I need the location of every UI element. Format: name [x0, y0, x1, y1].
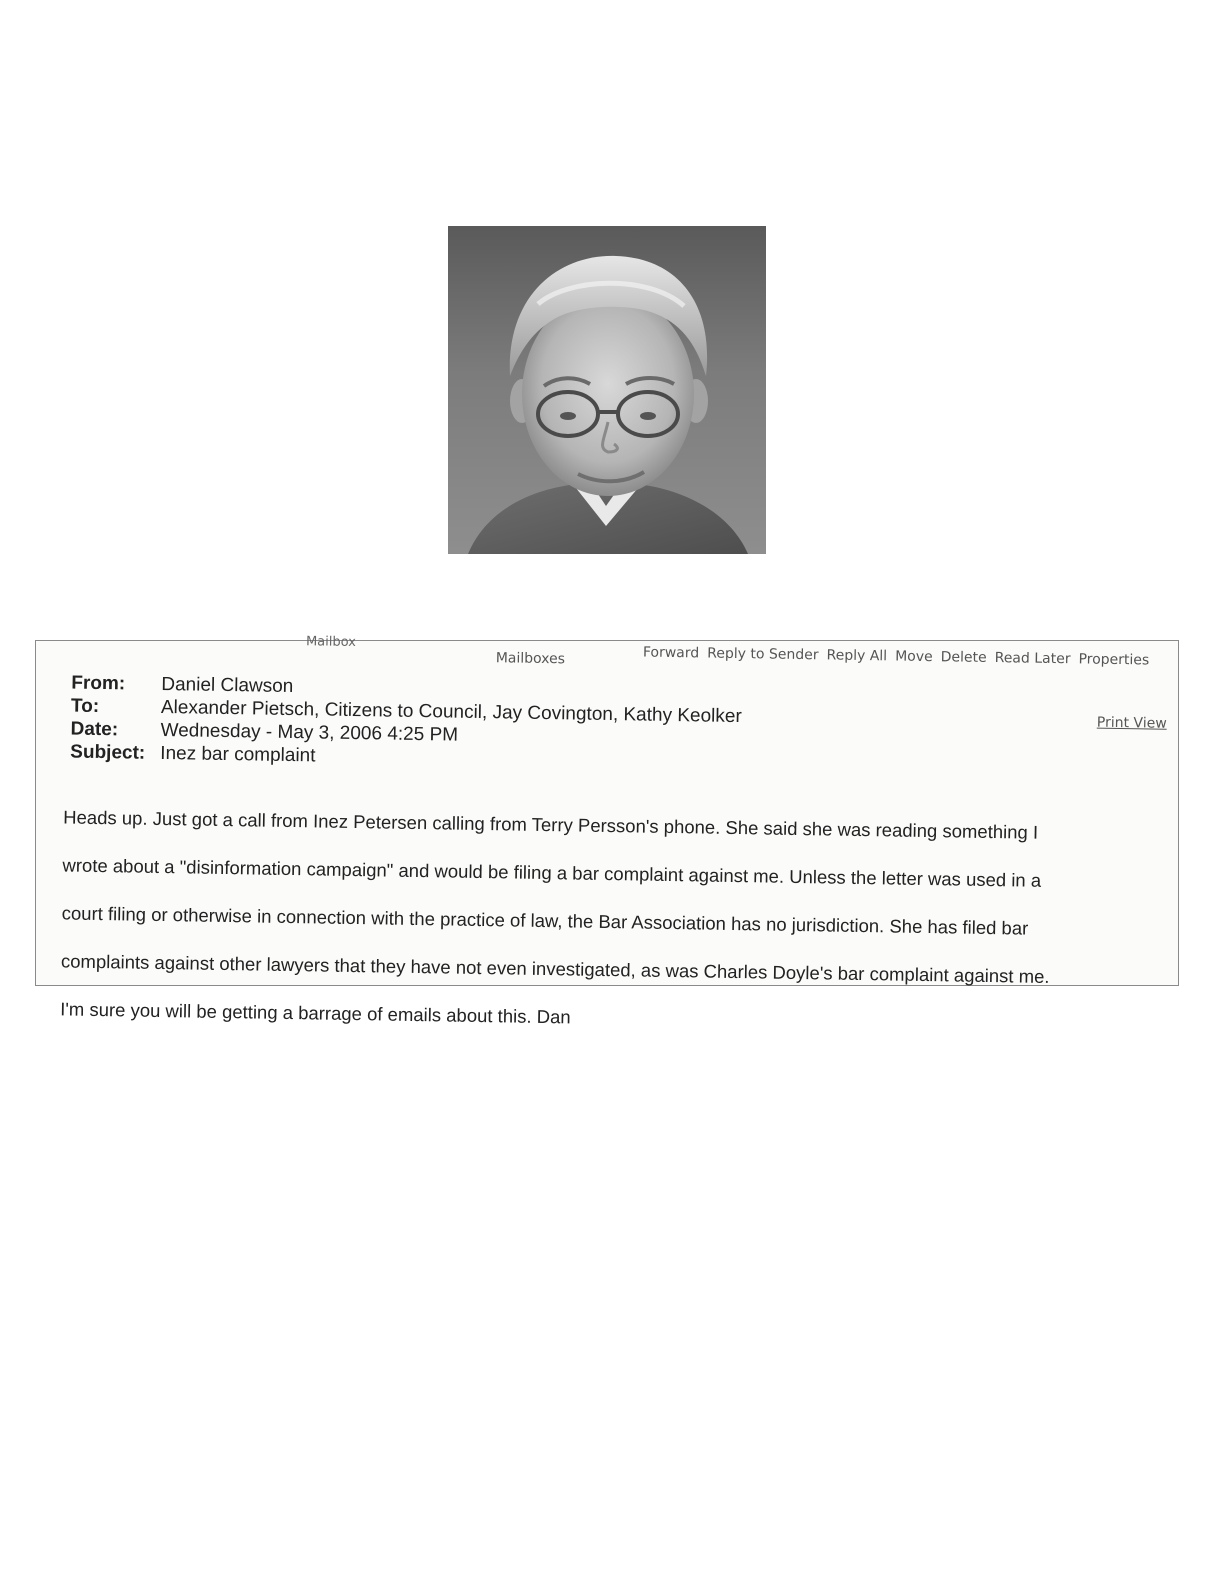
properties-button[interactable]: Properties [1078, 651, 1150, 669]
move-button[interactable]: Move [895, 648, 933, 666]
mailbox-label[interactable]: Mailbox [305, 634, 357, 651]
reply-to-sender-button[interactable]: Reply to Sender [707, 645, 819, 664]
subject-label: Subject: [70, 741, 146, 764]
body-line: I'm sure you will be getting a barrage of emails about this. Dan [60, 998, 571, 1028]
from-value: Daniel Clawson [161, 673, 294, 698]
date-value: Wednesday - May 3, 2006 4:25 PM [160, 719, 459, 746]
email-message-panel [35, 634, 1179, 1028]
body-line: court filing or otherwise in connection with the practice of law, the Bar Association has no jurisdiction. She has filed bar [61, 902, 1029, 939]
to-label: To: [70, 695, 100, 717]
portrait-photo [448, 226, 766, 554]
subject-value: Inez bar complaint [160, 742, 316, 767]
email-toolbar [643, 645, 1150, 669]
read-later-button[interactable]: Read Later [994, 650, 1071, 668]
from-label: From: [71, 672, 126, 695]
forward-button[interactable]: Forward [642, 644, 700, 662]
delete-button[interactable]: Delete [940, 649, 987, 666]
date-label: Date: [70, 718, 119, 741]
body-line: Heads up. Just got a call from Inez Petersen calling from Terry Persson's phone. She said she was reading something I [63, 806, 1039, 843]
email-content [31, 634, 1178, 1028]
mailboxes-link[interactable]: Mailboxes [495, 650, 566, 668]
reply-all-button[interactable]: Reply All [826, 647, 888, 665]
body-line: complaints against other lawyers that they have not even investigated, as was Charles Doyle's bar complaint against me. [60, 950, 1050, 987]
print-view-link[interactable]: Print View [1096, 714, 1167, 732]
message-body [60, 781, 1149, 1062]
email-header [70, 673, 742, 776]
body-line: wrote about a "disinformation campaign" and would be filing a bar complaint against me. Unless the letter was used in a [62, 854, 1042, 891]
to-value: Alexander Pietsch, Citizens to Council, Jay Covington, Kathy Keolker [160, 696, 742, 728]
